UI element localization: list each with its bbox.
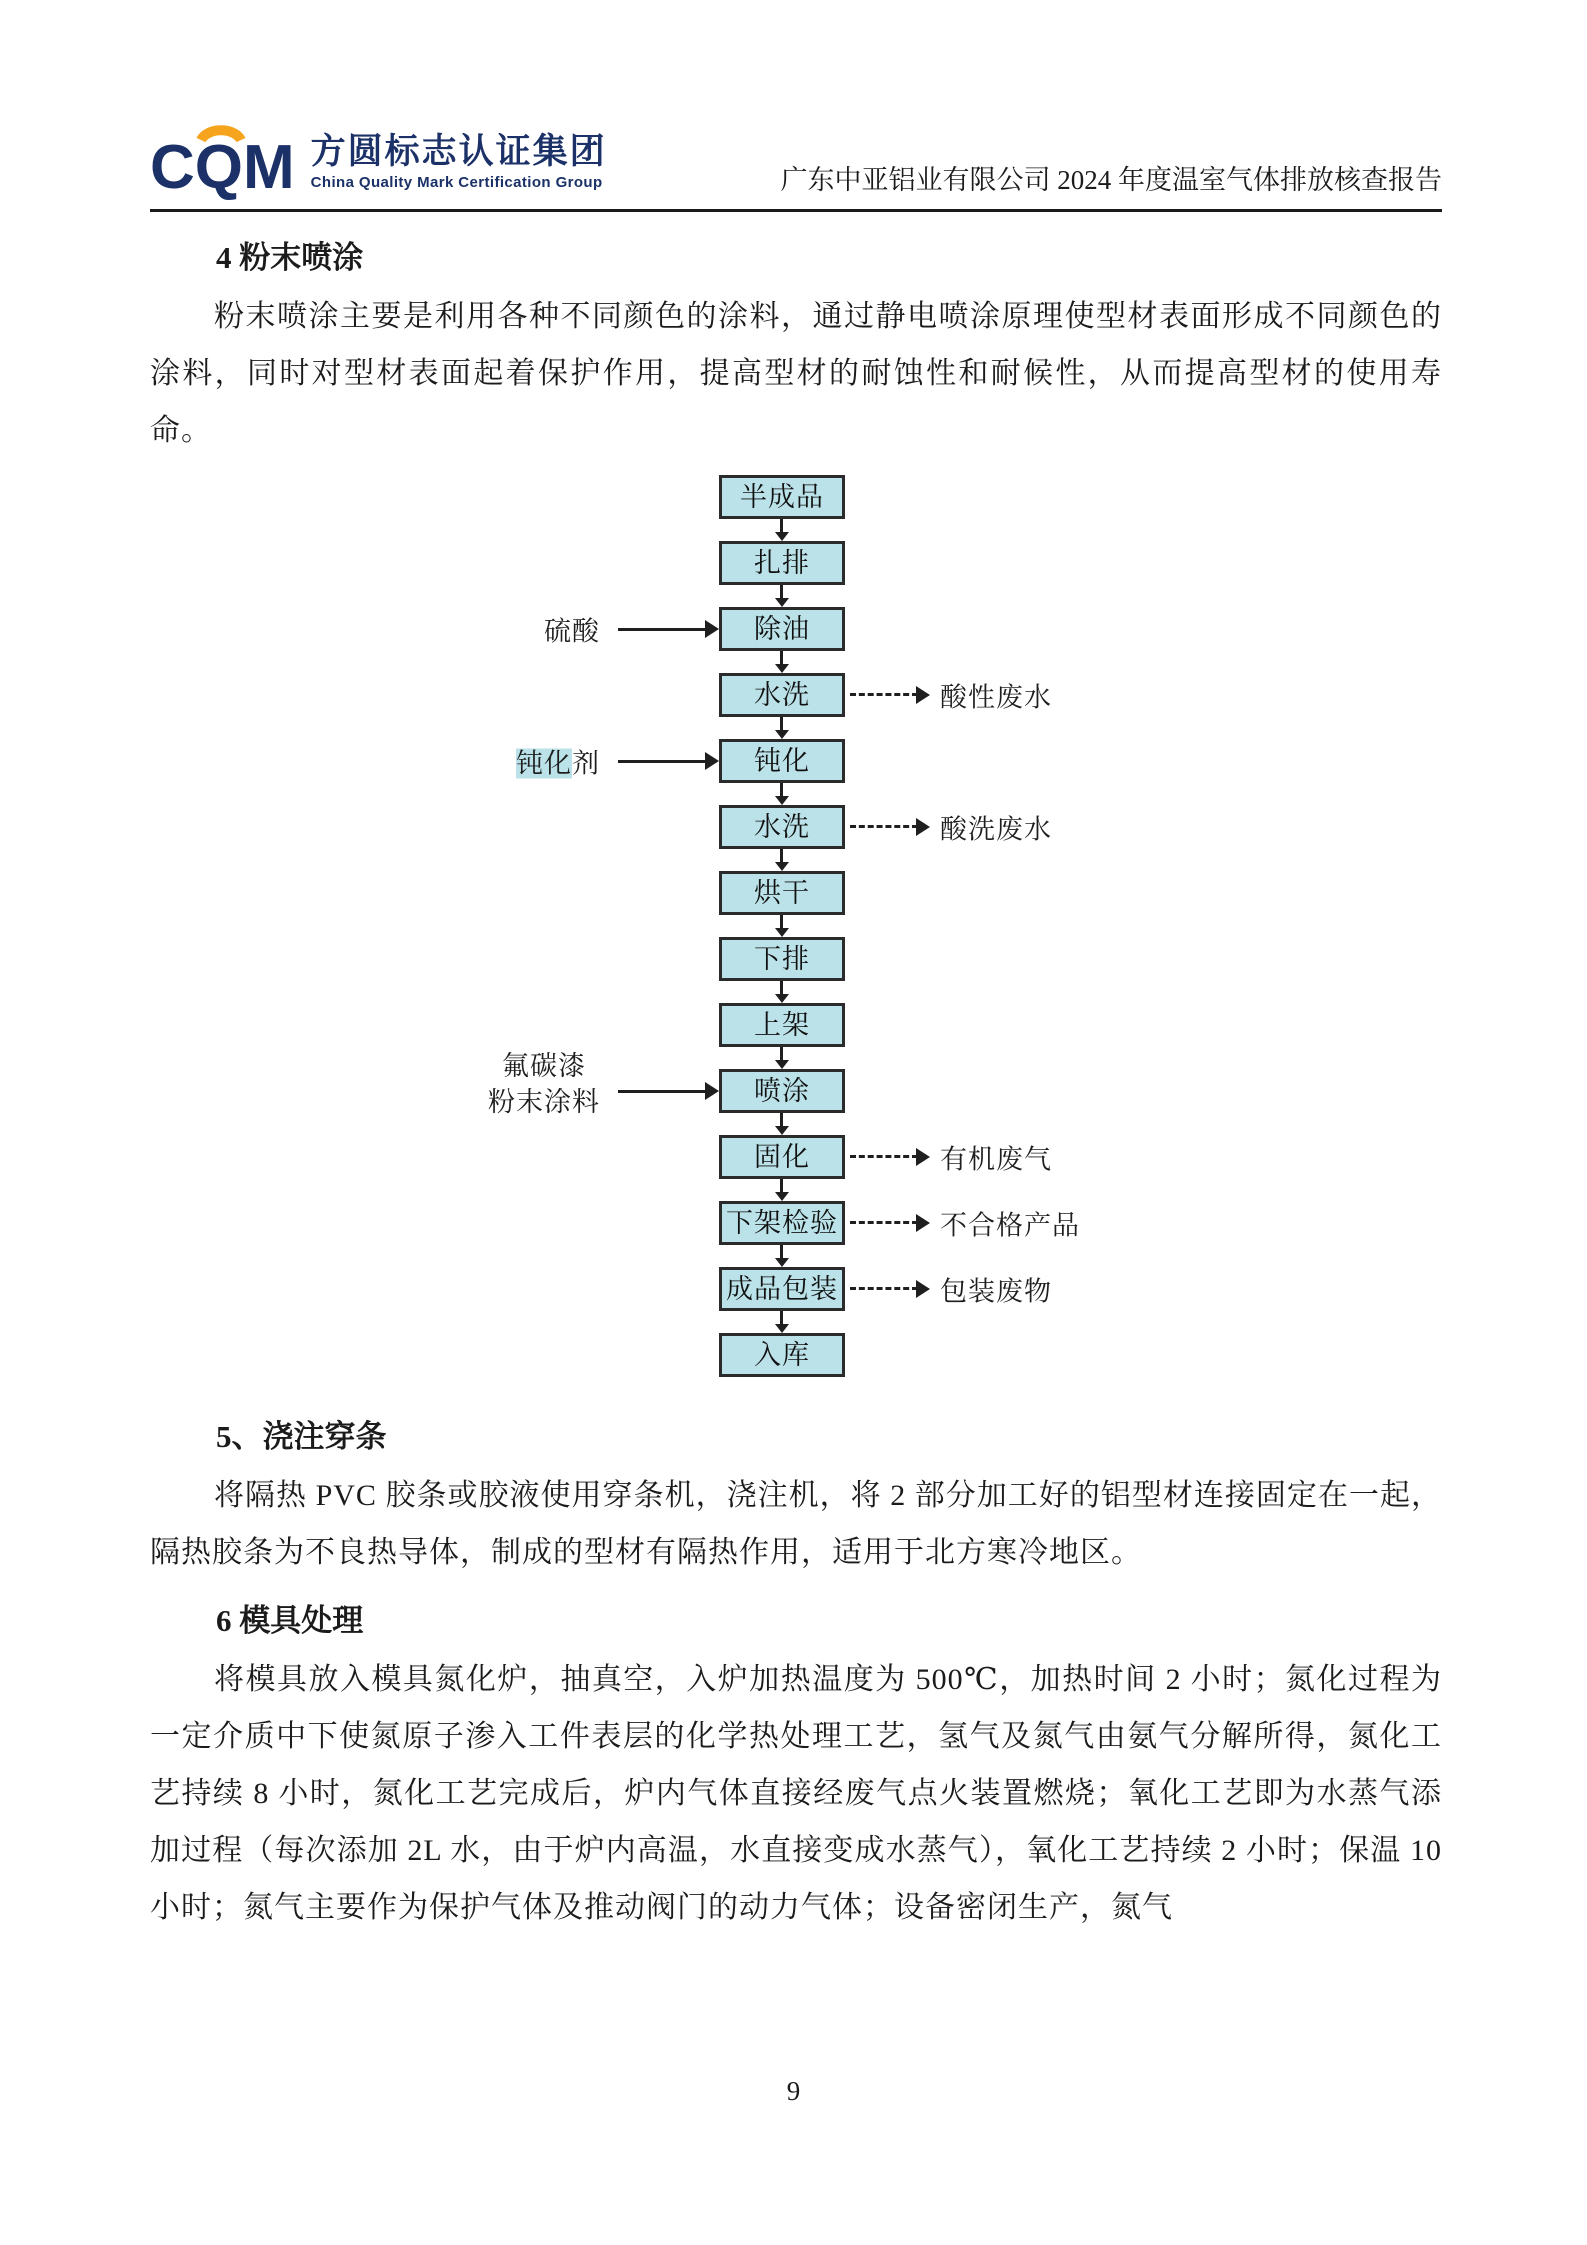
flow-step-box: 入库 bbox=[719, 1333, 845, 1377]
down-arrow-icon bbox=[780, 651, 783, 664]
output-arrowhead-icon bbox=[916, 1148, 930, 1166]
flow-output-label: 有机废气 bbox=[940, 1144, 1052, 1175]
flow-row-rinse-2 bbox=[150, 805, 1442, 849]
flow-input-label: 硫酸 bbox=[544, 616, 600, 647]
section-heading-5: 5、浇注穿条 bbox=[216, 1419, 387, 1454]
logo-acronym: CQM bbox=[150, 133, 295, 202]
flow-step-box: 扎排 bbox=[719, 541, 845, 585]
flow-step-box: 水洗 bbox=[719, 673, 845, 717]
flow-row-unload-rack bbox=[150, 937, 1442, 981]
section-heading-4: 4 粉末喷涂 bbox=[216, 240, 364, 275]
document-title: 广东中亚铝业有限公司 2024 年度温室气体排放核查报告 bbox=[780, 165, 1442, 195]
output-arrowhead-icon bbox=[916, 1280, 930, 1298]
down-arrow-icon bbox=[780, 1311, 783, 1324]
flow-row-rinse-1 bbox=[150, 673, 1442, 717]
down-arrow-icon bbox=[780, 1047, 783, 1060]
flow-row-curing bbox=[150, 1135, 1442, 1179]
flow-step-box: 下架检验 bbox=[719, 1201, 845, 1245]
input-arrow-line bbox=[618, 1090, 706, 1093]
down-arrow-icon bbox=[780, 1179, 783, 1192]
output-arrowhead-icon bbox=[916, 686, 930, 704]
flow-row-degreasing bbox=[150, 607, 1442, 651]
input-arrow-line bbox=[618, 628, 706, 631]
flow-step-box: 成品包装 bbox=[719, 1267, 845, 1311]
section-heading-6: 6 模具处理 bbox=[216, 1603, 364, 1638]
down-arrow-icon bbox=[780, 585, 783, 598]
flow-step-box: 烘干 bbox=[719, 871, 845, 915]
flow-row-passivation bbox=[150, 739, 1442, 783]
section-5-paragraph: 将隔热 PVC 胶条或胶液使用穿条机，浇注机，将 2 部分加工好的铝型材连接固定在一起，隔热胶条为不良热导体，制成的型材有隔热作用，适用于北方寒冷地区。 bbox=[150, 1479, 1442, 1569]
down-arrow-icon bbox=[780, 1245, 783, 1258]
output-dashed-line bbox=[850, 1155, 918, 1158]
output-dashed-line bbox=[850, 1287, 918, 1290]
flow-step-box: 半成品 bbox=[719, 475, 845, 519]
down-arrow-icon bbox=[780, 783, 783, 796]
flow-output-label: 酸性废水 bbox=[940, 682, 1052, 713]
page-number: 9 bbox=[786, 2076, 801, 2106]
flow-row-binding bbox=[150, 541, 1442, 585]
output-dashed-line bbox=[850, 693, 918, 696]
down-arrow-icon bbox=[780, 849, 783, 862]
section-6-paragraph: 将模具放入模具氮化炉，抽真空，入炉加热温度为 500℃，加热时间 2 小时；氮化过程为一定介质中下使氮原子渗入工件表层的化学热处理工艺，氢气及氮气由氨气分解所得，氮化工艺持续 8 小时，氮化工艺完成后，炉内气体直接经废气点火装置燃烧；氧化工艺即为水蒸气添加过程（每次添加 2L 水，由于炉内高温，水直接变成水蒸气），氧化工艺持续 2 小时；保温 10 小时；氮气主要作为保护气体及推动阀门的动力气体；设备密闭生产，氮气 bbox=[150, 1663, 1442, 1924]
input-arrowhead-icon bbox=[705, 620, 719, 638]
cqm-logo bbox=[150, 123, 607, 202]
logo-arc-icon bbox=[196, 121, 246, 148]
down-arrow-icon bbox=[780, 1113, 783, 1126]
flow-step-box: 下排 bbox=[719, 937, 845, 981]
flow-output-label: 包装废物 bbox=[940, 1276, 1052, 1307]
input-arrow-line bbox=[618, 760, 706, 763]
output-dashed-line bbox=[850, 1221, 918, 1224]
flow-input-label: 钝化剂 bbox=[516, 748, 600, 779]
flow-row-warehousing bbox=[150, 1333, 1442, 1377]
down-arrow-icon bbox=[780, 519, 783, 532]
flow-step-box: 除油 bbox=[719, 607, 845, 651]
flow-output-label: 酸洗废水 bbox=[940, 814, 1052, 845]
page-header bbox=[150, 112, 1442, 212]
powder-coating-flowchart bbox=[150, 475, 1442, 1391]
flow-step-box: 水洗 bbox=[719, 805, 845, 849]
flow-step-box: 喷涂 bbox=[719, 1069, 845, 1113]
flow-step-box: 固化 bbox=[719, 1135, 845, 1179]
logo-english-name: China Quality Mark Certification Group bbox=[310, 173, 603, 191]
flow-step-box: 上架 bbox=[719, 1003, 845, 1047]
cqm-acronym-block bbox=[150, 123, 295, 202]
logo-text-block bbox=[311, 130, 607, 193]
down-arrow-icon bbox=[780, 981, 783, 994]
flow-row-semifinished bbox=[150, 475, 1442, 519]
flow-row-racking bbox=[150, 1003, 1442, 1047]
flow-row-spraying bbox=[150, 1050, 1442, 1117]
input-arrowhead-icon bbox=[705, 1082, 719, 1100]
flow-row-packaging bbox=[150, 1267, 1442, 1311]
flow-output-label: 不合格产品 bbox=[940, 1210, 1080, 1241]
flow-row-inspection bbox=[150, 1201, 1442, 1245]
down-arrow-icon bbox=[780, 717, 783, 730]
down-arrow-icon bbox=[780, 915, 783, 928]
logo-chinese-name: 方圆标志认证集团 bbox=[310, 131, 607, 171]
input-arrowhead-icon bbox=[705, 752, 719, 770]
section-4-paragraph: 粉末喷涂主要是利用各种不同颜色的涂料，通过静电喷涂原理使型材表面形成不同颜色的涂料，同时对型材表面起着保护作用，提高型材的耐蚀性和耐候性，从而提高型材的使用寿命。 bbox=[150, 300, 1442, 447]
flow-row-drying bbox=[150, 871, 1442, 915]
flow-input-label: 氟碳漆 粉末涂料 bbox=[488, 1050, 600, 1117]
output-dashed-line bbox=[850, 825, 918, 828]
output-arrowhead-icon bbox=[916, 1214, 930, 1232]
output-arrowhead-icon bbox=[916, 818, 930, 836]
flow-step-box: 钝化 bbox=[719, 739, 845, 783]
